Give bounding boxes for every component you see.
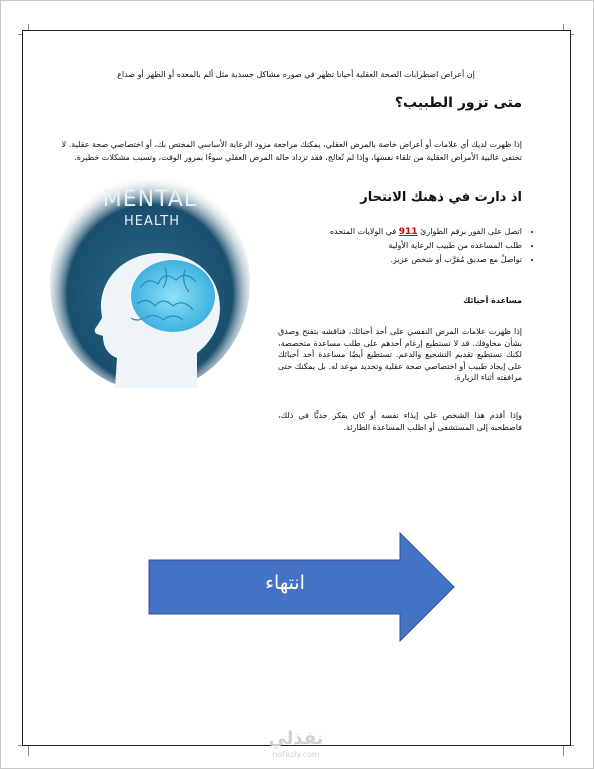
list-item [270,225,522,239]
image-title-line1: MENTAL [102,187,198,212]
emergency-list [270,225,536,267]
brain-icon [131,260,215,332]
bullet-text: اتصل على الفور برقم الطوارئ [420,227,522,236]
watermark [246,728,346,759]
bullet-text: في الولايات المتحده [329,227,397,236]
list-item [270,253,522,267]
heading-help-loved-ones: مساعدة أحبائك [463,296,522,305]
mental-health-image [45,158,255,388]
emergency-number-link[interactable]: 911 [398,227,418,237]
watermark-url: nofezly.com [272,750,320,759]
intro-text: إن أعراض اضطرابات الصحة العقلية أحيانا تظهر في صوره مشاكل جسدية مثل ألم بالمعده أو الظهر أو صداع [117,70,475,79]
image-title-line2: HEALTH [123,214,181,229]
heading-when-visit-doctor: متى تزور الطبيب؟ [394,95,522,111]
list-item [270,239,522,253]
heading-suicide: اذ دارت في ذهنك الانتحار [360,190,522,205]
end-arrow-label: انتهاء [265,572,305,594]
end-arrow-button[interactable] [148,532,456,642]
bullet-text: تواصلْ مع صديق مُقرَّب أو شخص عزيز. [390,255,522,264]
paragraph-self-harm: وإذا أقدم هذا الشخص على إيذاء نفسه أو كان يفكر جديًّا في ذلك، فاصطحبه إلى المستشفى أو اطلب المساعدة الطارئة. [278,411,522,432]
crop-mark-bottom-left [18,745,29,756]
paragraph-help-loved-ones: إذا ظهرت علامات المرض النفسي على أحد أحبائك، فناقشه بتفتح وصدق بشأن مخاوفك. قد لا تستطيع إرغام أحدهم على طلب مساعدة متخصصة، لكنك تستطيع تقديم التشجيع والدعم. تستطيع أيضًا مساعدة أحد أحبائك على إيجاد طبيب أو اختصاصي صحة عقلية وتحديد موعد له. بل يمكنك حتى مرافقته أثناء الزيارة. [278,327,522,382]
paragraph-doctor: إذا ظهرت لديك أي علامات أو أعراض خاصة بالمرض العقلي، يمكنك مراجعة مزود الرعاية الأساسي المختص بك، أو اختصاصي صحة عقلية. لا تختفي غالبية الأمراض العقلية من تلقاء نفسها، وإذا لم تُعالج، فقد تزداد حالة المرض العقلي سوءًا بمرور الوقت، وتسبب مشكلات خطيرة. [61,140,522,162]
bullet-text: طلب المساعده من طبيب الرعاية الأولية [388,241,522,250]
crop-mark-bottom-right [563,745,574,756]
watermark-logo-text: نفذلي [268,728,324,749]
